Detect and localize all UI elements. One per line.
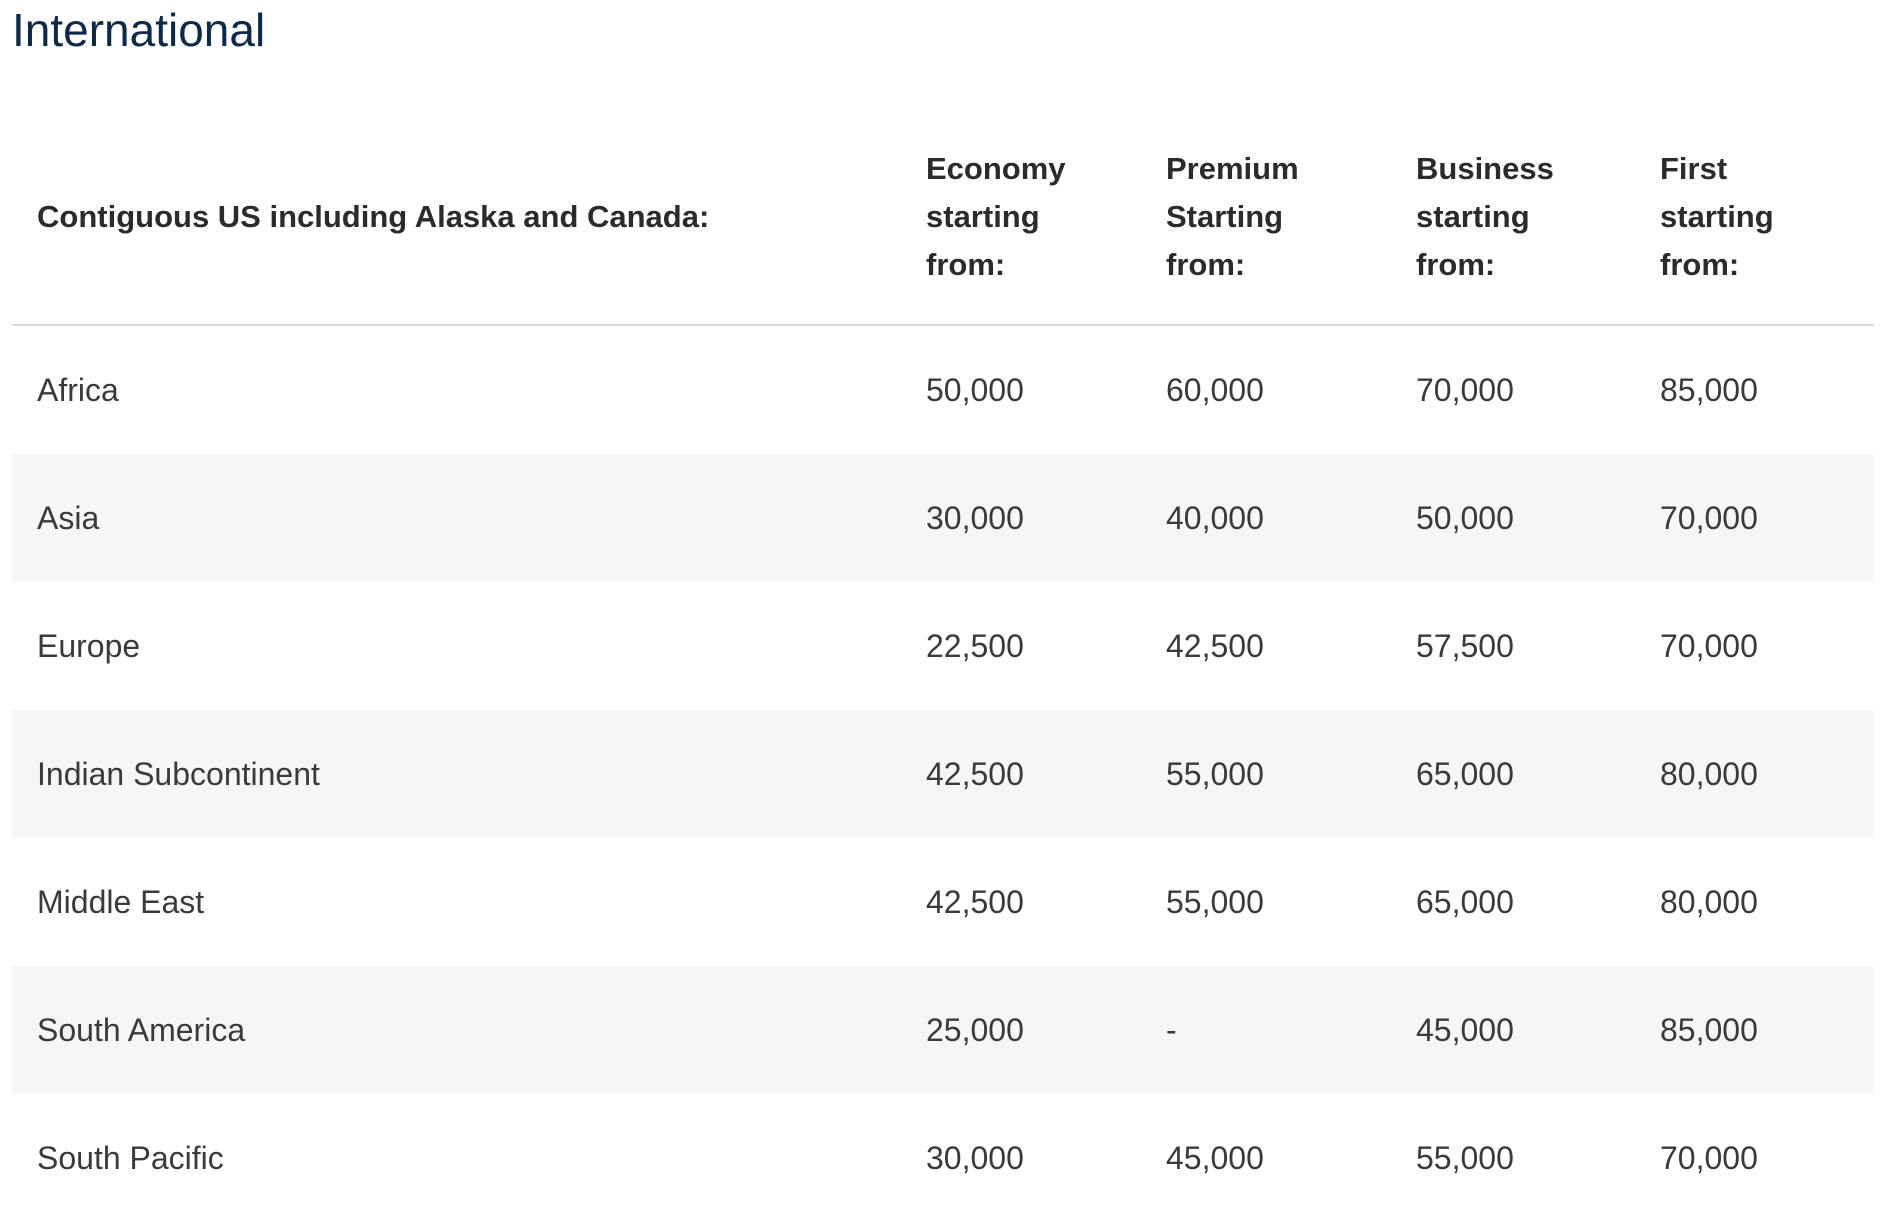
table-row <box>12 838 1874 966</box>
first-cell: 85,000 <box>1660 966 1874 1094</box>
premium-cell: 60,000 <box>1166 371 1264 408</box>
economy-cell: 30,000 <box>926 454 1166 582</box>
first-cell: 70,000 <box>1660 1139 1758 1176</box>
business-cell: 50,000 <box>1416 454 1660 582</box>
first-column-header <box>1660 110 1874 325</box>
table-row <box>12 582 1874 710</box>
page-title: International <box>12 4 266 56</box>
business-header-label: Business starting from: <box>1416 151 1554 282</box>
business-cell: 55,000 <box>1416 1139 1514 1176</box>
award-chart-table <box>12 110 1874 1222</box>
first-header-label: First starting from: <box>1660 151 1774 282</box>
first-cell: 85,000 <box>1660 371 1758 408</box>
region-cell: Indian Subcontinent <box>12 710 926 838</box>
table-row <box>12 454 1874 582</box>
premium-cell: 45,000 <box>1166 1139 1264 1176</box>
economy-cell: 50,000 <box>926 371 1024 408</box>
region-column-header: Contiguous US including Alaska and Canada: <box>12 110 926 325</box>
business-column-header <box>1416 110 1660 325</box>
business-cell: 65,000 <box>1416 710 1660 838</box>
first-cell: 80,000 <box>1660 710 1874 838</box>
economy-cell: 42,500 <box>926 883 1024 920</box>
economy-cell: 42,500 <box>926 710 1166 838</box>
premium-cell: 42,500 <box>1166 627 1264 664</box>
table-row <box>12 966 1874 1094</box>
table-row <box>12 710 1874 838</box>
premium-cell: 40,000 <box>1166 454 1416 582</box>
first-cell: 80,000 <box>1660 883 1758 920</box>
region-cell: South Pacific <box>37 1139 224 1176</box>
premium-header-label: Premium Starting from: <box>1166 151 1299 282</box>
business-cell: 57,500 <box>1416 627 1514 664</box>
region-cell: Asia <box>12 454 926 582</box>
region-cell: Europe <box>37 627 141 664</box>
economy-column-header <box>926 110 1166 325</box>
premium-cell: 55,000 <box>1166 710 1416 838</box>
page-content <box>12 0 1874 1222</box>
premium-cell: 55,000 <box>1166 883 1264 920</box>
premium-cell: - <box>1166 966 1416 1094</box>
first-cell: 70,000 <box>1660 627 1758 664</box>
table-row <box>12 325 1874 454</box>
first-cell: 70,000 <box>1660 454 1874 582</box>
economy-cell: 22,500 <box>926 627 1024 664</box>
economy-cell: 30,000 <box>926 1139 1024 1176</box>
region-cell: South America <box>12 966 926 1094</box>
business-cell: 70,000 <box>1416 371 1514 408</box>
business-cell: 45,000 <box>1416 966 1660 1094</box>
business-cell: 65,000 <box>1416 883 1514 920</box>
economy-cell: 25,000 <box>926 966 1166 1094</box>
premium-column-header <box>1166 110 1416 325</box>
region-cell: Africa <box>37 371 119 408</box>
economy-header-label: Economy starting from: <box>926 151 1066 282</box>
region-cell: Middle East <box>37 883 205 920</box>
table-row <box>12 1094 1874 1222</box>
table-header-row <box>12 110 1874 325</box>
